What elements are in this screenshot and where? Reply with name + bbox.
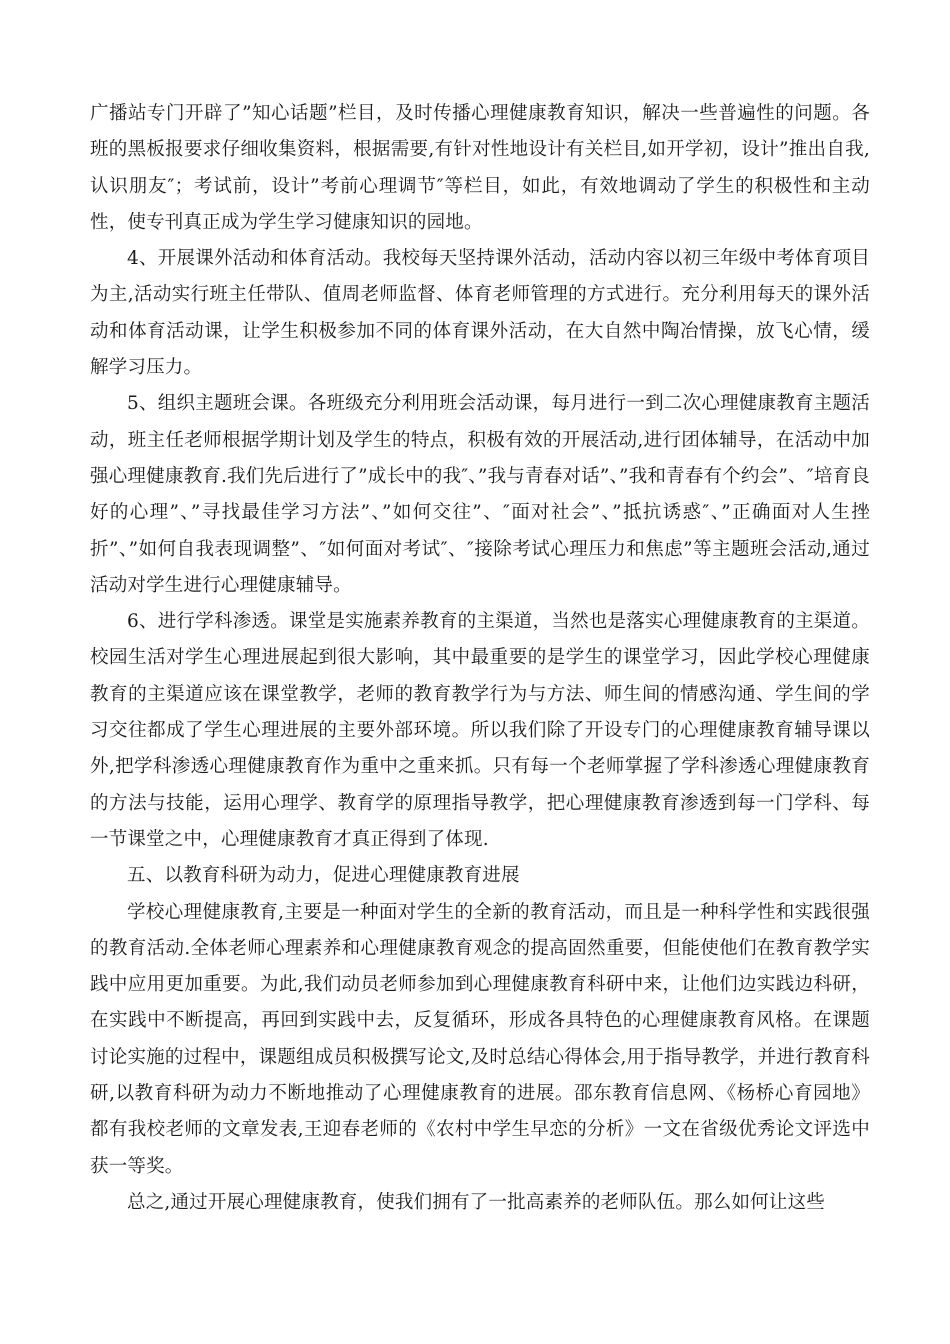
paragraph-bulletin: 广播站专门开辟了”知心话题”栏目，及时传播心理健康教育知识，解决一些普遍性的问题。各班的黑板报要求仔细收集资料，根据需要,有针对性地设计有关栏目,如开学初，设计”推出自我,认识朋友″；考试前，设计”考前心理调节″等栏目，如此，有效地调动了学生的积极性和主动性，使专刊真正成为学生学习健康知识的园地。 [90, 103, 870, 233]
paragraph-conclusion: 总之,通过开展心理健康教育，使我们拥有了一批高素养的老师队伍。那么如何让这些 [127, 1191, 825, 1213]
paragraph-research: 学校心理健康教育,主要是一种面对学生的全新的教育活动，而且是一种科学性和实践很强的教育活动.全体老师心理素养和心理健康教育观念的提高固然重要，但能使他们在教育教学实践中应用更加重要。为此,我们动员老师参加到心理健康教育科研中来，让他们边实践边科研，在实践中不断提高，再回到实践中去，反复循环，形成各具特色的心理健康教育风格。在课题讨论实施的过程中，课题组成员积极撰写论文,及时总结心得体会,用于指导教学，并进行教育科研,以教育科研为动力不断地推动了心理健康教育的进展。邵东教育信息网、《杨桥心育园地》都有我校老师的文章发表,王迎春老师的《农村中学生早恋的分析》一文在省级优秀论文评选中获一等奖。 [90, 901, 870, 1177]
paragraph-subject-infiltration: 6、进行学科渗透。课堂是实施素养教育的主渠道，当然也是落实心理健康教育的主渠道。校园生活对学生心理进展起到很大影响，其中最重要的是学生的课堂学习，因此学校心理健康教育的主渠道应该在课堂教学，老师的教育教学行为与方法、师生间的情感沟通、学生间的学习交往都成了学生心理进展的主要外部环境。所以我们除了开设专门的心理健康教育辅导课以外,把学科渗透心理健康教育作为重中之重来抓。只有每一个老师掌握了学科渗透心理健康教育的方法与技能，运用心理学、教育学的原理指导教学，把心理健康教育渗透到每一门学科、每一节课堂之中，心理健康教育才真正得到了体现. [90, 611, 870, 850]
section-heading-research: 五、以教育科研为动力，促进心理健康教育进展 [127, 865, 520, 887]
paragraph-class-meetings: 5、组织主题班会课。各班级充分利用班会活动课，每月进行一到二次心理健康教育主题活动，班主任老师根据学期计划及学生的特点，积极有效的开展活动,进行团体辅导，在活动中加强心理健康教育.我们先后进行了”成长中的我″、”我与青春对话”、”我和青春有个约会”、″培育良好的心理”、”寻找最佳学习方法”、”如何交往”、″面对社会”、”抵抗诱惑″、”正确面对人生挫折”、”如何自我表现调整”、″如何面对考试″、″接除考试心理压力和焦虑”等主题班会活动,通过活动对学生进行心理健康辅导。 [90, 393, 870, 596]
paragraph-extracurricular-activities: 4、开展课外活动和体育活动。我校每天坚持课外活动，活动内容以初三年级中考体育项目为主,活动实行班主任带队、值周老师监督、体育老师管理的方式进行。充分利用每天的课外活动和体育活动课，让学生积极参加不同的体育课外活动，在大自然中陶冶情操，放飞心情，缓解学习压力。 [90, 248, 870, 379]
document-body [90, 96, 870, 1221]
